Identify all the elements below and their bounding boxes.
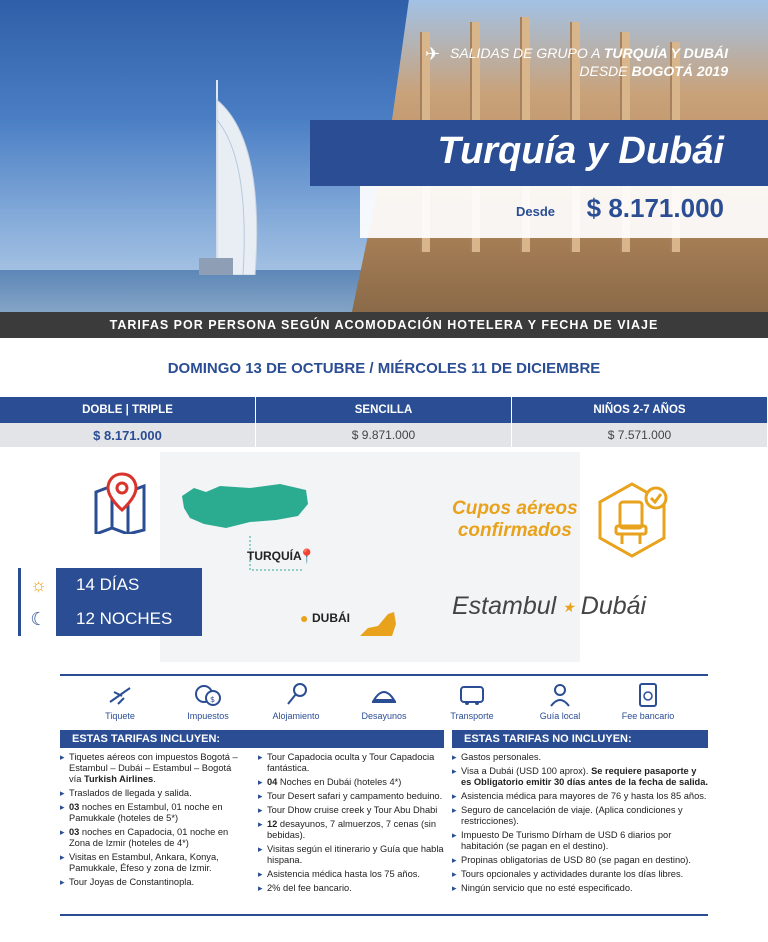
nights-pill xyxy=(18,602,202,636)
hero-banner xyxy=(0,0,768,338)
rates-value-row xyxy=(0,423,768,447)
list-item: ▸ Gastos personales. xyxy=(452,752,708,763)
nights-label: 12 NOCHES xyxy=(76,609,173,628)
list-item: ▸ Visitas en Estambul, Ankara, Konya, Pamukkale, Éfeso y zona de Izmir. xyxy=(60,852,242,874)
rate-value: $ 9.871.000 xyxy=(256,423,512,447)
rates-header-row xyxy=(0,397,768,423)
confirmed-seats-text: Cupos aéreos confirmados xyxy=(452,498,578,541)
list-item: ▸ Impuesto De Turismo Dírham de USD 6 diarios por habitación (se pagan en el destino). xyxy=(452,830,708,852)
hero-price: $ 8.171.000 xyxy=(586,193,724,223)
divider xyxy=(60,914,708,916)
service-transport: Transporte xyxy=(432,682,512,721)
turkey-label: TURQUÍA xyxy=(247,549,302,563)
airline-seat-icon xyxy=(594,482,670,558)
includes-list-col2 xyxy=(258,752,444,897)
excludes-header: ESTAS TARIFAS NO INCLUYEN: xyxy=(452,730,708,748)
svg-text:$: $ xyxy=(210,695,216,704)
burj-al-arab-image xyxy=(195,80,265,275)
airplane-icon xyxy=(106,682,134,708)
service-bank-fee: Fee bancario xyxy=(608,682,688,721)
sun-icon: ☼ xyxy=(18,568,56,602)
from-label: Desde xyxy=(516,204,556,219)
list-item: ▸ Tour Dhow cruise creek y Tour Abu Dhabi xyxy=(258,805,444,816)
dubai-label: DUBÁI xyxy=(312,611,350,625)
excludes-list xyxy=(452,752,708,897)
star-icon: ★ xyxy=(562,598,575,615)
key-icon xyxy=(282,682,310,708)
includes-list-col1 xyxy=(60,752,242,891)
airplane-icon: ✈ xyxy=(425,44,441,64)
list-item: ▸ 03 noches en Capadocia, 01 noche en Zona de Izmir (hoteles de 4*) xyxy=(60,827,242,849)
list-item: ▸ Tour Desert safari y campamento beduino. xyxy=(258,791,444,802)
map-section xyxy=(0,452,768,662)
list-item: ▸ Tours opcionales y actividades durante los días libres. xyxy=(452,869,708,880)
service-breakfast: Desayunos xyxy=(344,682,424,721)
list-item: ▸ Tour Joyas de Constantinopla. xyxy=(60,877,242,888)
cloche-icon xyxy=(370,682,398,708)
list-item: ▸ Propinas obligatorias de USD 80 (se pagan en destino). xyxy=(452,855,708,866)
service-lodging: Alojamiento xyxy=(256,682,336,721)
list-item: ▸ Tour Capadocia oculta y Tour Capadocia fantástica. xyxy=(258,752,444,774)
guide-icon xyxy=(546,682,574,708)
list-item: ▸ Asistencia médica para mayores de 76 y hasta los 85 años. xyxy=(452,791,708,802)
list-item: ▸ Asistencia médica hasta los 75 años. xyxy=(258,869,444,880)
route-text: Estambul ★ Dubái xyxy=(452,592,647,620)
divider xyxy=(60,674,708,676)
list-item: ▸ Tiquetes aéreos con impuestos Bogotá – Estambul – Dubái – Estambul – Bogotá vía Turkish Airlines. xyxy=(60,752,242,785)
rate-value: $ 7.571.000 xyxy=(512,423,768,447)
services-icons xyxy=(60,682,708,721)
rates-table xyxy=(0,397,768,447)
rates-header: DOBLE | TRIPLE xyxy=(0,397,256,423)
passport-icon xyxy=(634,682,662,708)
turkey-pin-icon: 📍 xyxy=(298,548,316,564)
service-taxes: $ Impuestos xyxy=(168,682,248,721)
rate-value: $ 8.171.000 xyxy=(0,423,256,447)
departure-dates: DOMINGO 13 DE OCTUBRE / MIÉRCOLES 11 DE DICIEMBRE xyxy=(167,360,601,377)
uae-shape xyxy=(358,610,398,638)
list-item: ▸ 2% del fee bancario. xyxy=(258,883,444,894)
list-item: ▸ 04 Noches en Dubái (hoteles 4*) xyxy=(258,777,444,788)
includes-header: ESTAS TARIFAS INCLUYEN: xyxy=(60,730,444,748)
list-item: ▸ 12 desayunos, 7 almuerzos, 7 cenas (sin bebidas). xyxy=(258,819,444,841)
list-item: ▸ Seguro de cancelación de viaje. (Aplica condiciones y restricciones). xyxy=(452,805,708,827)
rates-header: SENCILLA xyxy=(256,397,512,423)
list-item: ▸ 03 noches en Estambul, 01 noche en Pamukkale (hoteles de 5*) xyxy=(60,802,242,824)
days-pill xyxy=(18,568,202,602)
moon-icon: ☾ xyxy=(18,602,56,636)
list-item: ▸ Traslados de llegada y salida. xyxy=(60,788,242,799)
page-title: Turquía y Dubái xyxy=(437,130,724,172)
coins-icon xyxy=(194,682,222,708)
service-ticket: Tiquete xyxy=(80,682,160,721)
dubai-pin-icon: ● xyxy=(300,610,309,626)
list-item: ▸ Visa a Dubái (USD 100 aprox). Se requiere pasaporte y es Obligatorio emitir 30 días antes de la fecha de salida. xyxy=(452,766,708,788)
map-pin-icon xyxy=(92,472,154,534)
days-label: 14 DÍAS xyxy=(76,575,140,594)
list-item: ▸ Ningún servicio que no esté especificado. xyxy=(452,883,708,894)
service-guide: Guía local xyxy=(520,682,600,721)
bus-icon xyxy=(458,682,486,708)
list-item: ▸ Visitas según el itinerario y Guía que habla hispana. xyxy=(258,844,444,866)
rates-header: NIÑOS 2-7 AÑOS xyxy=(512,397,768,423)
turkey-shape xyxy=(180,482,310,532)
rates-note-strip: TARIFAS POR PERSONA SEGÚN ACOMODACIÓN HOTELERA Y FECHA DE VIAJE xyxy=(0,312,768,338)
group-departures-text: SALIDAS DE GRUPO A TURQUÍA Y DUBÁI DESDE BOGOTÁ 2019 xyxy=(450,45,728,79)
